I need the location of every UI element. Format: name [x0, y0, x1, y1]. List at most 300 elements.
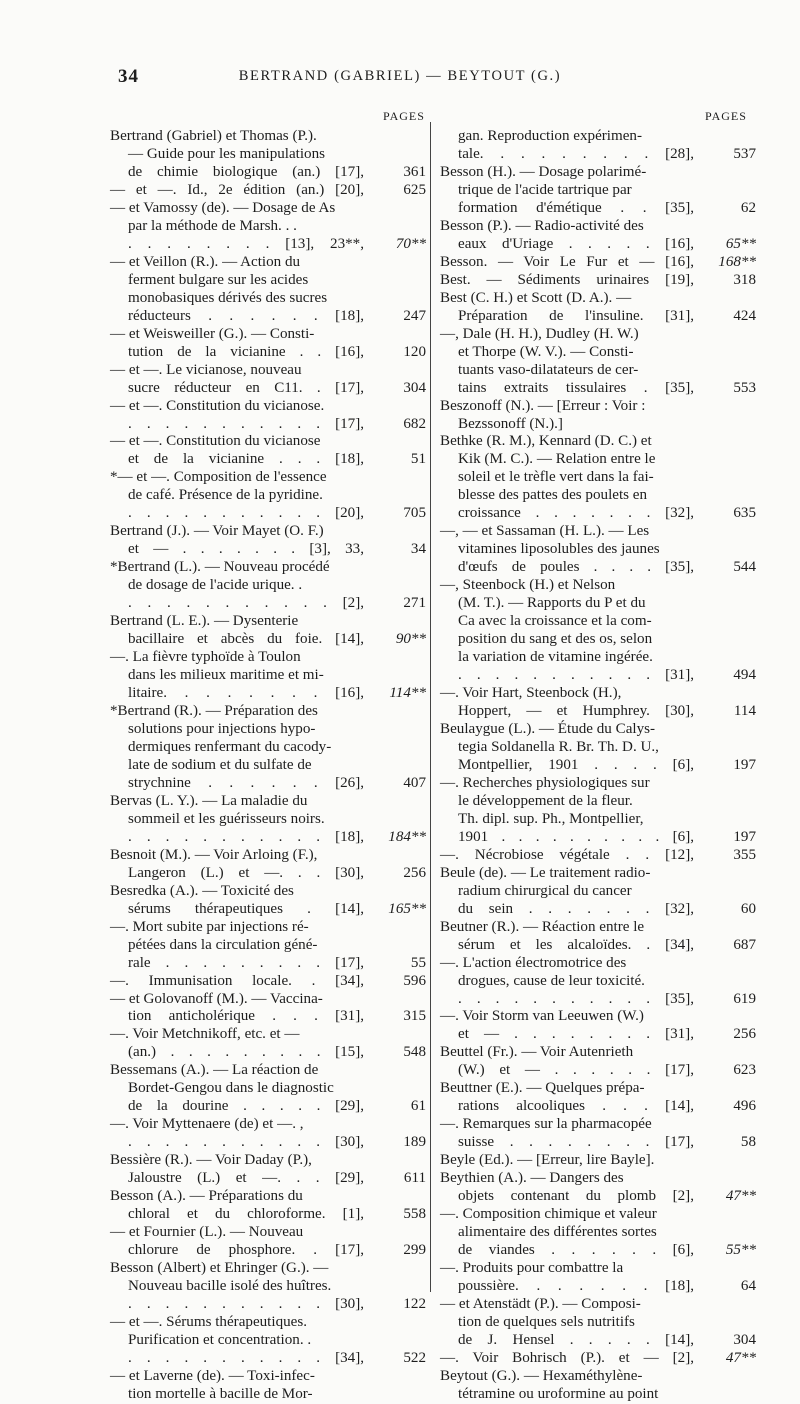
- index-page-number: 90**: [395, 631, 426, 648]
- index-entry-text: de viandes . . . . . . [6],: [458, 1242, 694, 1259]
- index-entry-text: sommeil et les guérisseurs noirs.: [128, 810, 325, 827]
- index-page-number: 184**: [388, 828, 426, 845]
- index-entry-text: Besson (Albert) et Ehringer (G.). —: [110, 1260, 329, 1277]
- index-entry-text: ferment bulgare sur les acides: [128, 271, 309, 288]
- index-page-number: 70**: [395, 235, 426, 252]
- index-entry-text: Best (C. H.) et Scott (D. A.). —: [440, 289, 632, 306]
- index-line: [440, 703, 756, 721]
- index-entry-text: —. Composition chimique et valeur: [440, 1206, 657, 1223]
- index-line: [440, 829, 756, 847]
- index-entry-text: dermiques renfermant du cacody-: [128, 738, 332, 755]
- index-entry-text: et Thorpe (W. V.). — Consti-: [458, 343, 634, 360]
- index-page-number: 619: [733, 990, 756, 1007]
- index-line: [110, 595, 426, 613]
- index-entry-text: —. Voir Bohrisch (P.). et — [2],: [440, 1349, 694, 1366]
- index-page-number: 705: [403, 505, 426, 522]
- index-line: [440, 1170, 756, 1188]
- index-line: [110, 793, 426, 811]
- index-line: [110, 487, 426, 505]
- index-line: [440, 1152, 756, 1170]
- index-page-number: 61: [410, 1098, 426, 1115]
- index-line: [440, 559, 756, 577]
- index-entry-text: Best. — Sédiments urinaires [19],: [440, 271, 694, 288]
- index-line: [110, 1080, 426, 1098]
- index-line: [440, 793, 756, 811]
- index-line: [440, 1224, 756, 1242]
- index-column-right: [440, 128, 756, 1404]
- index-line: [110, 703, 426, 721]
- index-page-number: 62: [740, 199, 756, 216]
- index-entry-text: 1901 . . . . . . . . . . [6],: [458, 828, 694, 845]
- index-line: [440, 1332, 756, 1350]
- index-line: [440, 451, 756, 469]
- index-entry-text: tion anticholérique . . . [31],: [128, 1008, 364, 1025]
- index-page-number: 120: [403, 343, 426, 360]
- index-page-number: 65**: [725, 235, 756, 252]
- index-entry-text: sérums thérapeutiques . [14],: [128, 900, 364, 917]
- index-line: [440, 1368, 756, 1386]
- running-head: BERTRAND (GABRIEL) — BEYTOUT (G.): [238, 68, 562, 84]
- index-page-number: 60: [740, 900, 756, 917]
- index-entry-text: Hoppert, — et Humphrey. [30],: [458, 703, 694, 719]
- index-entry-text: Bethke (R. M.), Kennard (D. C.) et: [440, 433, 652, 450]
- index-line: [440, 128, 756, 146]
- index-entry-text: Bessemans (A.). — La réaction de: [110, 1062, 319, 1079]
- index-line: [110, 649, 426, 667]
- index-line: [440, 757, 756, 775]
- index-line: [110, 613, 426, 631]
- index-line: [110, 344, 426, 362]
- index-entry-text: Besredka (A.). — Toxicité des: [110, 882, 294, 899]
- index-line: [110, 721, 426, 739]
- index-entry-text: drogues, cause de leur toxicité.: [458, 972, 645, 989]
- index-line: [440, 218, 756, 236]
- index-line: [440, 1080, 756, 1098]
- index-line: [440, 595, 756, 613]
- index-entry-text: Th. dipl. sup. Ph., Montpellier,: [458, 810, 644, 827]
- index-entry-text: position du sang et des os, selon: [458, 631, 653, 648]
- index-page-number: 256: [733, 1026, 756, 1043]
- index-entry-text: tution de la vicianine . . [16],: [128, 343, 364, 360]
- index-page-number: 197: [733, 756, 756, 773]
- pages-label-left: PAGES: [383, 109, 425, 123]
- index-line: [440, 919, 756, 937]
- index-entry-text: . . . . . . . . . . . [34],: [128, 1349, 364, 1366]
- index-page-number: 407: [403, 774, 426, 791]
- index-entry-text: (M. T.). — Rapports du P et du: [458, 595, 646, 612]
- index-entry-text: . . . . . . . . . . . [18],: [128, 828, 364, 845]
- index-line: [440, 973, 756, 991]
- index-entry-text: — et —. Sérums thérapeutiques.: [110, 1313, 308, 1330]
- index-entry-text: d'œufs de poules . . . . [35],: [458, 559, 694, 576]
- index-line: [440, 1188, 756, 1206]
- index-entry-text: Bezssonoff (N.).]: [458, 415, 563, 432]
- index-entry-text: soleil et le trèfle vert dans la fai-: [458, 469, 654, 486]
- index-line: [440, 416, 756, 434]
- index-page-number: 256: [403, 864, 426, 881]
- index-entry-text: Besson (P.). — Radio-activité des: [440, 217, 644, 234]
- index-line: [110, 182, 426, 200]
- index-line: [110, 272, 426, 290]
- index-page-number: 271: [403, 595, 426, 612]
- index-line: [110, 236, 426, 254]
- index-line: [440, 1206, 756, 1224]
- index-entry-text: radium chirurgical du cancer: [458, 882, 632, 899]
- index-line: [110, 380, 426, 398]
- index-entry-text: chlorure de phosphore. . [17],: [128, 1242, 364, 1259]
- index-entry-text: — et Weisweiller (G.). — Consti-: [110, 325, 315, 342]
- index-line: [110, 416, 426, 434]
- index-entry-text: tion de quelques sels nutritifs: [458, 1313, 635, 1330]
- index-line: [110, 1314, 426, 1332]
- index-entry-text: tétramine ou uroformine au point: [458, 1385, 659, 1402]
- index-line: [110, 433, 426, 451]
- index-entry-text: eaux d'Uriage . . . . . [16],: [458, 235, 694, 252]
- index-entry-text: Bessière (R.). — Voir Daday (P.),: [110, 1152, 312, 1169]
- index-entry-text: le développement de la fleur.: [458, 792, 633, 809]
- index-entry-text: —. Recherches physiologiques sur: [440, 774, 650, 791]
- index-line: [110, 1242, 426, 1260]
- index-line: [110, 901, 426, 919]
- index-entry-text: objets contenant du plomb [2],: [458, 1188, 694, 1205]
- index-line: [110, 469, 426, 487]
- index-entry-text: — et Veillon (R.). — Action du: [110, 253, 301, 270]
- index-entry-text: . . . . . . . . . . . [35],: [458, 990, 694, 1007]
- index-line: [440, 523, 756, 541]
- index-page-number: 47**: [725, 1188, 756, 1205]
- index-entry-text: . . . . . . . . . . . [20],: [128, 505, 364, 522]
- index-line: [440, 398, 756, 416]
- index-line: [110, 757, 426, 775]
- index-entry-text: Beuttner (E.). — Quelques prépa-: [440, 1080, 645, 1097]
- index-line: [440, 685, 756, 703]
- index-entry-text: — et Golovanoff (M.). — Vaccina-: [110, 990, 323, 1007]
- index-entry-text: tale. . . . . . . . . [28],: [458, 145, 694, 162]
- index-entry-text: —, Steenbock (H.) et Nelson: [440, 577, 616, 594]
- index-line: [110, 362, 426, 380]
- index-line: [110, 667, 426, 685]
- index-entry-text: Beuttel (Fr.). — Voir Autenrieth: [440, 1044, 634, 1061]
- index-entry-text: Besnoit (M.). — Voir Arloing (F.),: [110, 846, 318, 863]
- index-page-number: 64: [740, 1278, 756, 1294]
- index-entry-text: Jaloustre (L.) et —. . . [29],: [128, 1170, 364, 1187]
- index-line: [440, 308, 756, 326]
- index-line: [440, 1260, 756, 1278]
- index-page-number: 51: [410, 451, 426, 468]
- index-line: [110, 919, 426, 937]
- index-line: [110, 541, 426, 559]
- index-line: [440, 1026, 756, 1044]
- index-entry-text: —. Mort subite par injections ré-: [110, 918, 309, 935]
- index-entry-text: de café. Présence de la pyridine.: [128, 487, 323, 504]
- index-page-number: 496: [733, 1098, 756, 1115]
- index-line: [110, 1008, 426, 1026]
- index-line: [440, 469, 756, 487]
- index-page-number: 168**: [718, 253, 756, 270]
- index-page-number: 682: [403, 415, 426, 432]
- index-entry-text: . . . . . . . . [13], 23**,: [128, 235, 364, 252]
- index-page-number: 47**: [725, 1349, 756, 1366]
- index-entry-text: solutions pour injections hypo-: [128, 720, 316, 737]
- index-entry-text: — et —. Id., 2e édition (an.) [20],: [110, 181, 364, 198]
- index-page-number: 355: [733, 846, 756, 863]
- index-page-number: 34: [410, 541, 426, 558]
- index-entry-text: formation d'émétique . . [35],: [458, 199, 694, 216]
- index-line: [440, 164, 756, 182]
- index-entry-text: par la méthode de Marsh. . .: [128, 217, 297, 234]
- index-line: [110, 1332, 426, 1350]
- index-entry-text: litaire. . . . . . . . [16],: [128, 685, 364, 702]
- index-line: [110, 308, 426, 326]
- index-line: [110, 559, 426, 577]
- index-entry-text: —, — et Sassaman (H. L.). — Les: [440, 523, 650, 540]
- index-entry-text: monobasiques dérivés des sucres: [128, 289, 328, 306]
- index-entry-text: la variation de vitamine ingérée.: [458, 649, 653, 666]
- index-page-number: 55**: [725, 1242, 756, 1259]
- index-line: [440, 146, 756, 164]
- index-entry-text: —. Voir Myttenaere (de) et —. ,: [110, 1116, 304, 1133]
- index-line: [440, 847, 756, 865]
- index-line: [440, 380, 756, 398]
- index-line: [110, 1188, 426, 1206]
- index-entry-text: Langeron (L.) et —. . . [30],: [128, 864, 364, 881]
- index-page-number: 114: [733, 703, 756, 719]
- index-line: [440, 236, 756, 254]
- index-page-number: 537: [733, 145, 756, 162]
- index-entry-text: Beszonoff (N.). — [Erreur : Voir :: [440, 397, 646, 414]
- index-page-number: 553: [733, 379, 756, 396]
- index-page-number: 361: [403, 163, 426, 180]
- index-entry-text: pétées dans la circulation géné-: [128, 936, 318, 953]
- page-number: 34: [118, 66, 139, 87]
- index-line: [110, 1044, 426, 1062]
- index-line: [440, 811, 756, 829]
- index-entry-text: Bertrand (Gabriel) et Thomas (P.).: [110, 128, 317, 144]
- index-line: [110, 847, 426, 865]
- index-line: [110, 1098, 426, 1116]
- index-entry-text: —. Remarques sur la pharmacopée: [440, 1116, 652, 1133]
- index-line: [440, 1008, 756, 1026]
- index-line: [110, 937, 426, 955]
- index-entry-text: Beule (de). — Le traitement radio-: [440, 864, 651, 881]
- index-line: [440, 1044, 756, 1062]
- index-entry-text: bacillaire et abcès du foie. [14],: [128, 631, 364, 648]
- index-line: [440, 991, 756, 1009]
- index-entry-text: et — . . . . . . . . [31],: [458, 1026, 694, 1043]
- index-line: [440, 739, 756, 757]
- index-page-number: 304: [733, 1331, 756, 1348]
- index-entry-text: Bordet-Gengou dans le diagnostic: [128, 1080, 334, 1097]
- index-page-number: 189: [403, 1134, 426, 1151]
- index-entry-text: Nouveau bacille isolé des huîtres.: [128, 1278, 332, 1294]
- index-line: [110, 865, 426, 883]
- index-entry-text: sérum et les alcaloïdes. . [34],: [458, 936, 694, 953]
- index-entry-text: Beytout (G.). — Hexaméthylène-: [440, 1367, 643, 1384]
- index-line: [440, 1386, 756, 1404]
- index-entry-text: — Guide pour les manipulations: [128, 145, 326, 162]
- index-line: [440, 883, 756, 901]
- index-entry-text: — et —. Le vicianose, nouveau: [110, 361, 302, 378]
- index-entry-text: Bertrand (L. E.). — Dysenterie: [110, 613, 299, 630]
- index-page-number: 315: [403, 1008, 426, 1025]
- index-page-number: 548: [403, 1044, 426, 1061]
- index-entry-text: strychnine . . . . . . [26],: [128, 774, 364, 791]
- index-page-number: 247: [403, 307, 426, 324]
- index-entry-text: . . . . . . . . . . . [2],: [128, 595, 364, 612]
- index-line: [110, 290, 426, 308]
- index-entry-text: Purification et concentration. .: [128, 1331, 312, 1348]
- index-line: [440, 541, 756, 559]
- index-line: [110, 326, 426, 344]
- index-line: [110, 955, 426, 973]
- index-page-number: 165**: [388, 900, 426, 917]
- index-line: [110, 1224, 426, 1242]
- index-entry-text: Ca avec la croissance et la com-: [458, 613, 652, 630]
- index-line: [110, 811, 426, 829]
- index-line: [110, 1260, 426, 1278]
- index-page-number: 58: [740, 1134, 756, 1151]
- index-line: [110, 1386, 426, 1404]
- index-entry-text: poussière. . . . . . . [18],: [458, 1278, 694, 1294]
- index-line: [440, 344, 756, 362]
- index-entry-text: Montpellier, 1901 . . . . [6],: [458, 756, 694, 773]
- index-entry-text: Beyle (Ed.). — [Erreur, lire Bayle].: [440, 1152, 655, 1169]
- index-line: [110, 523, 426, 541]
- index-page-number: 544: [733, 559, 756, 576]
- index-line: [440, 955, 756, 973]
- index-line: [110, 739, 426, 757]
- index-entry-text: —. Voir Storm van Leeuwen (W.): [440, 1008, 644, 1025]
- index-entry-text: — et Vamossy (de). — Dosage de As: [110, 199, 336, 216]
- index-entry-text: —. L'action électromotrice des: [440, 954, 627, 971]
- index-line: [110, 451, 426, 469]
- index-entry-text: *— et —. Composition de l'essence: [110, 469, 327, 486]
- index-entry-text: (W.) et — . . . . . . [17],: [458, 1062, 694, 1079]
- index-line: [110, 991, 426, 1009]
- index-entry-text: de la dourine . . . . . [29],: [128, 1098, 364, 1115]
- index-page-number: 197: [733, 828, 756, 845]
- index-entry-text: *Bertrand (R.). — Préparation des: [110, 703, 318, 719]
- index-line: [440, 272, 756, 290]
- index-page-number: 318: [733, 271, 756, 288]
- index-entry-text: Besson (H.). — Dosage polarimé-: [440, 163, 647, 180]
- index-line: [110, 1278, 426, 1296]
- index-line: [440, 613, 756, 631]
- index-line: [110, 218, 426, 236]
- index-entry-text: rations alcooliques . . . [14],: [458, 1098, 694, 1115]
- index-entry-text: Beulaygue (L.). — Étude du Calys-: [440, 720, 656, 737]
- index-line: [110, 1134, 426, 1152]
- index-line: [440, 667, 756, 685]
- index-entry-text: réducteurs . . . . . . [18],: [128, 307, 364, 324]
- index-entry-text: *Bertrand (L.). — Nouveau procédé: [110, 559, 330, 576]
- index-line: [110, 164, 426, 182]
- index-line: [110, 1116, 426, 1134]
- index-entry-text: trique de l'acide tartrique par: [458, 181, 632, 198]
- index-line: [440, 182, 756, 200]
- index-line: [440, 1134, 756, 1152]
- index-line: [110, 1350, 426, 1368]
- index-entry-text: vitamines liposolubles des jaunes: [458, 541, 660, 558]
- index-entry-text: —. Nécrobiose végétale . . [12],: [440, 846, 694, 863]
- index-entry-text: tegia Soldanella R. Br. Th. D. U.,: [458, 738, 659, 755]
- index-line: [110, 883, 426, 901]
- index-line: [440, 1116, 756, 1134]
- index-entry-text: tains extraits tissulaires . [35],: [458, 379, 694, 396]
- index-line: [110, 577, 426, 595]
- index-line: [110, 1296, 426, 1314]
- index-line: [440, 326, 756, 344]
- index-line: [440, 290, 756, 308]
- index-line: [440, 577, 756, 595]
- index-line: [110, 128, 426, 146]
- index-entry-text: du sein . . . . . . . [32],: [458, 900, 694, 917]
- index-line: [440, 1062, 756, 1080]
- index-entry-text: — et —. Constitution du vicianose: [110, 433, 321, 450]
- index-entry-text: (an.) . . . . . . . . . [15],: [128, 1044, 364, 1061]
- index-entry-text: —. Immunisation locale. . [34],: [110, 972, 364, 989]
- index-line: [110, 685, 426, 703]
- index-page-number: 635: [733, 505, 756, 522]
- index-line: [440, 1350, 756, 1368]
- index-entry-text: — et Fournier (L.). — Nouveau: [110, 1224, 304, 1241]
- index-entry-text: Besson. — Voir Le Fur et — [16],: [440, 253, 694, 270]
- index-page-number: 424: [733, 307, 756, 324]
- index-line: [110, 1062, 426, 1080]
- index-entry-text: Bervas (L. Y.). — La maladie du: [110, 792, 308, 809]
- index-line: [110, 146, 426, 164]
- index-page-number: 299: [403, 1242, 426, 1259]
- index-line: [110, 829, 426, 847]
- index-page-number: 522: [403, 1349, 426, 1366]
- index-line: [440, 1314, 756, 1332]
- index-entry-text: et — . . . . . . . [3], 33,: [128, 541, 364, 558]
- index-page-number: 558: [403, 1206, 426, 1223]
- index-page-number: 625: [403, 181, 426, 198]
- index-entry-text: Kik (M. C.). — Relation entre le: [458, 451, 656, 468]
- index-page-number: 114**: [389, 685, 426, 702]
- index-entry-text: tuants vaso-dilatateurs de cer-: [458, 361, 639, 378]
- index-entry-text: Bertrand (J.). — Voir Mayet (O. F.): [110, 523, 324, 540]
- index-entry-text: —. Voir Hart, Steenbock (H.),: [440, 685, 622, 702]
- index-line: [440, 937, 756, 955]
- index-line: [110, 398, 426, 416]
- index-entry-text: —. La fièvre typhoïde à Toulon: [110, 649, 301, 666]
- index-entry-text: —, Dale (H. H.), Dudley (H. W.): [440, 325, 639, 342]
- index-entry-text: Préparation de l'insuline. [31],: [458, 307, 694, 324]
- index-entry-text: Beutner (R.). — Réaction entre le: [440, 918, 645, 935]
- index-line: [440, 1242, 756, 1260]
- column-divider: [430, 122, 431, 1292]
- index-page-number: 596: [403, 972, 426, 989]
- index-entry-text: . . . . . . . . . . . [17],: [128, 415, 364, 432]
- index-line: [440, 631, 756, 649]
- index-line: [440, 200, 756, 218]
- index-column-left: [110, 128, 426, 1404]
- index-entry-text: blesse des pattes des poulets en: [458, 487, 648, 504]
- index-entry-text: Beythien (A.). — Dangers des: [440, 1170, 624, 1187]
- index-entry-text: late de sodium et du sulfate de: [128, 756, 312, 773]
- index-line: [440, 1098, 756, 1116]
- index-line: [440, 721, 756, 739]
- index-entry-text: et de la vicianine . . . [18],: [128, 451, 364, 468]
- index-line: [440, 254, 756, 272]
- index-line: [110, 200, 426, 218]
- index-line: [110, 505, 426, 523]
- index-line: [110, 1368, 426, 1386]
- index-line: [440, 865, 756, 883]
- index-entry-text: sucre réducteur en C11. . [17],: [128, 379, 364, 396]
